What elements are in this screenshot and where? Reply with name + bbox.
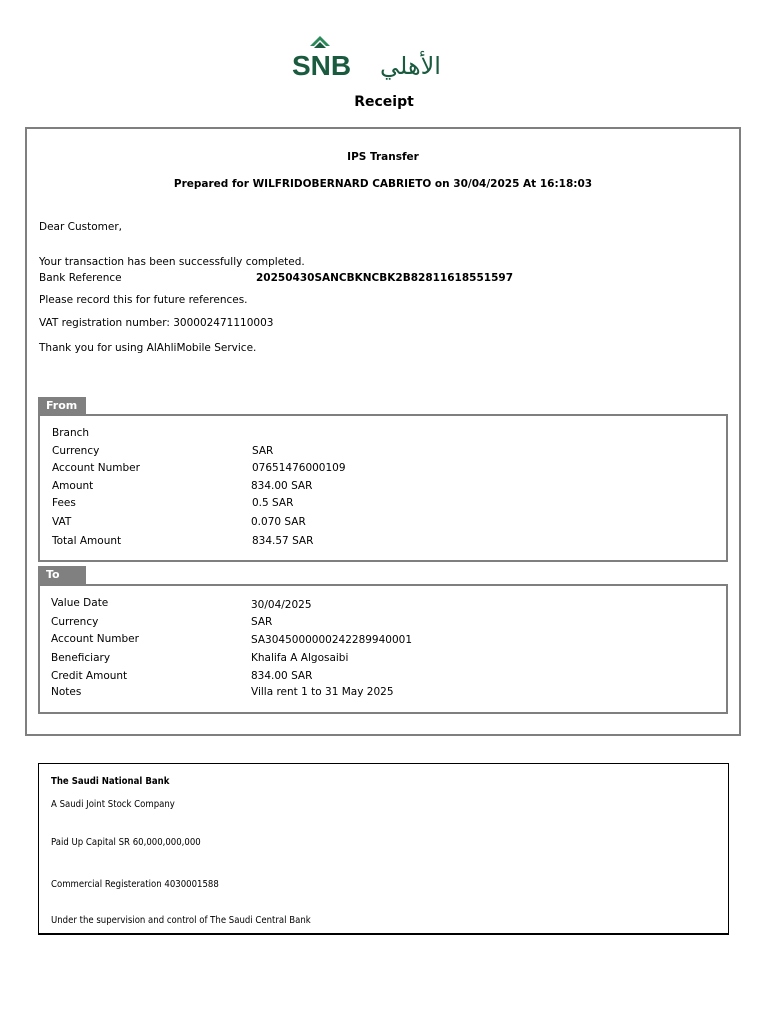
transfer-heading: IPS Transfer [347, 151, 419, 163]
prepared-for: Prepared for WILFRIDOBERNARD CABRIETO on 30/04/2025 At 16:18:03 [173, 178, 593, 190]
from-value: 0.070 SAR [251, 516, 306, 528]
to-value: 834.00 SAR [251, 670, 313, 682]
to-label: Value Date [51, 597, 109, 609]
logo-arabic-text: الأهلي [380, 52, 441, 80]
from-label: Fees [52, 497, 76, 509]
receipt-panel [25, 127, 741, 736]
from-section [38, 414, 728, 562]
vat-registration: VAT registration number: 300002471110003 [39, 317, 274, 329]
page-title: Receipt [354, 94, 414, 110]
thanks-message: Thank you for using AlAhliMobile Service. [39, 342, 257, 354]
to-label: Notes [51, 686, 82, 698]
from-label: Account Number [52, 462, 140, 474]
bank-reference-value: 20250430SANCBKNCBK2B82811618551597 [256, 272, 513, 284]
from-value: SAR [252, 445, 274, 457]
footer-capital: Paid Up Capital SR 60,000,000,000 [51, 837, 201, 848]
to-label: Beneficiary [51, 652, 111, 664]
to-label: Credit Amount [51, 670, 128, 682]
footer-bank-name: The Saudi National Bank [51, 776, 170, 787]
from-tab: From [38, 397, 86, 415]
footer-company-type: A Saudi Joint Stock Company [51, 799, 175, 810]
from-value: 834.57 SAR [252, 535, 314, 547]
to-value: Villa rent 1 to 31 May 2025 [251, 686, 394, 698]
bank-footer [38, 763, 729, 935]
from-value: 07651476000109 [252, 462, 346, 474]
snb-logo [290, 30, 460, 80]
from-label: Amount [52, 480, 94, 492]
bank-reference-label: Bank Reference [39, 272, 122, 284]
to-label: Account Number [51, 633, 139, 645]
to-value: Khalifa A Algosaibi [251, 652, 349, 664]
to-section [38, 584, 728, 714]
from-value: 0.5 SAR [252, 497, 294, 509]
from-label: Total Amount [52, 535, 122, 547]
to-value: SA3045000000242289940001 [251, 634, 413, 646]
to-label: Currency [51, 616, 99, 628]
to-value: 30/04/2025 [251, 599, 312, 611]
success-message: Your transaction has been successfully completed. [39, 256, 305, 268]
from-label: Currency [52, 445, 100, 457]
logo-latin-text: SNB [292, 50, 352, 80]
footer-commercial-registration: Commercial Registeration 4030001588 [51, 879, 219, 890]
from-label: VAT [52, 516, 72, 528]
to-value: SAR [251, 616, 273, 628]
greeting: Dear Customer, [39, 221, 122, 233]
from-value: 834.00 SAR [251, 480, 313, 492]
record-note: Please record this for future references. [39, 294, 248, 306]
from-label: Branch [52, 427, 90, 439]
footer-supervision: Under the supervision and control of The Saudi Central Bank [51, 915, 311, 926]
to-tab: To [38, 566, 86, 584]
